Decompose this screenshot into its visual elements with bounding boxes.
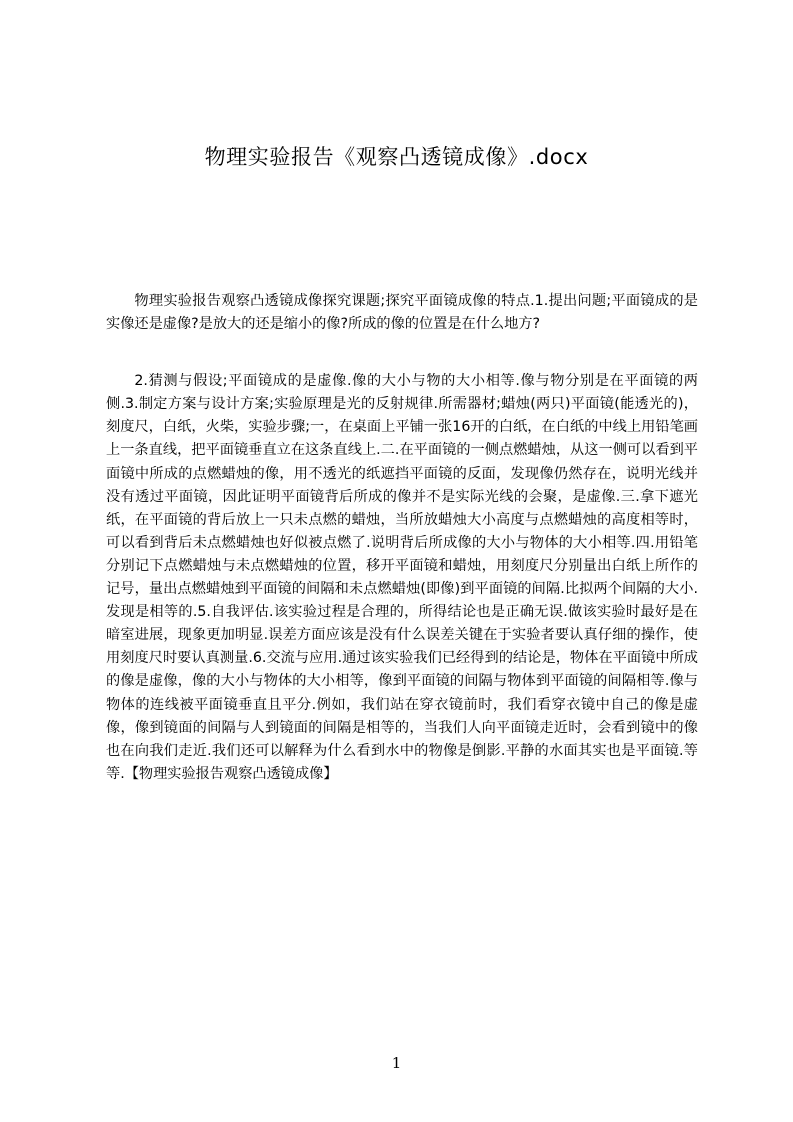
paragraph-procedure: 2.猜测与假设;平面镜成的是虚像.像的大小与物的大小相等.像与物分别是在平面镜的两侧.3.制定方案与设计方案;实验原理是光的反射规律.所需器材;蜡烛(两只)平面镜(能透光的)，刻度尺，白纸，火柴，实验步骤;一，在桌面上平铺一张16开的白纸，在白纸的中线上用铅笔画上一条直线，把平面镜垂直立在这条直线上.二.在平面镜的一侧点燃蜡烛，从这一侧可以看到平面镜中所成的点燃蜡烛的像，用不透光的纸遮挡平面镜的反面，发现像仍然存在，说明光线并没有透过平面镜，因此证明平面镜背后所成的像并不是实际光线的会聚，是虚像.三.拿下遮光纸，在平面镜的背后放上一只未点燃的蜡烛，当所放蜡烛大小高度与点燃蜡烛的高度相等时，可以看到背后未点燃蜡烛也好似被点燃了.说明背后所成像的大小与物体的大小相等.四.用铅笔分别记下点燃蜡烛与未点燃蜡烛的位置，移开平面镜和蜡烛，用刻度尺分别量出白纸上所作的记号，量出点燃蜡烛到平面镜的间隔和未点燃蜡烛(即像)到平面镜的间隔.比拟两个间隔的大小.发现是相等的.5.自我评估.该实验过程是合理的，所得结论也是正确无误.做该实验时最好是在暗室进展，现象更加明显.误差方面应该是没有什么误差关键在于实验者要认真仔细的操作，使用刻度尺时要认真测量.6.交流与应用.通过该实验我们已经得到的结论是，物体在平面镜中所成的像是虚像，像的大小与物体的大小相等，像到平面镜的间隔与物体到平面镜的间隔相等.像与物体的连线被平面镜垂直且平分.例如，我们站在穿衣镜前时，我们看穿衣镜中自己的像是虚像，像到镜面的间隔与人到镜面的间隔是相等的，当我们人向平面镜走近时，会看到镜中的像也在向我们走近.我们还可以解释为什么看到水中的物像是倒影.平静的水面其实也是平面镜.等等.【物理实验报告观察凸透镜成像】 [106,373,698,782]
document-title: 物理实验报告《观察凸透镜成像》.docx [204,145,589,169]
document-body [106,290,698,786]
paragraph-spacer [106,336,698,370]
paragraph-intro: 物理实验报告观察凸透镜成像探究课题;探究平面镜成像的特点.1.提出问题;平面镜成的是实像还是虚像?是放大的还是缩小的像?所成的像的位置是在什么地方? [106,293,698,333]
page-number: 1 [391,1054,402,1072]
